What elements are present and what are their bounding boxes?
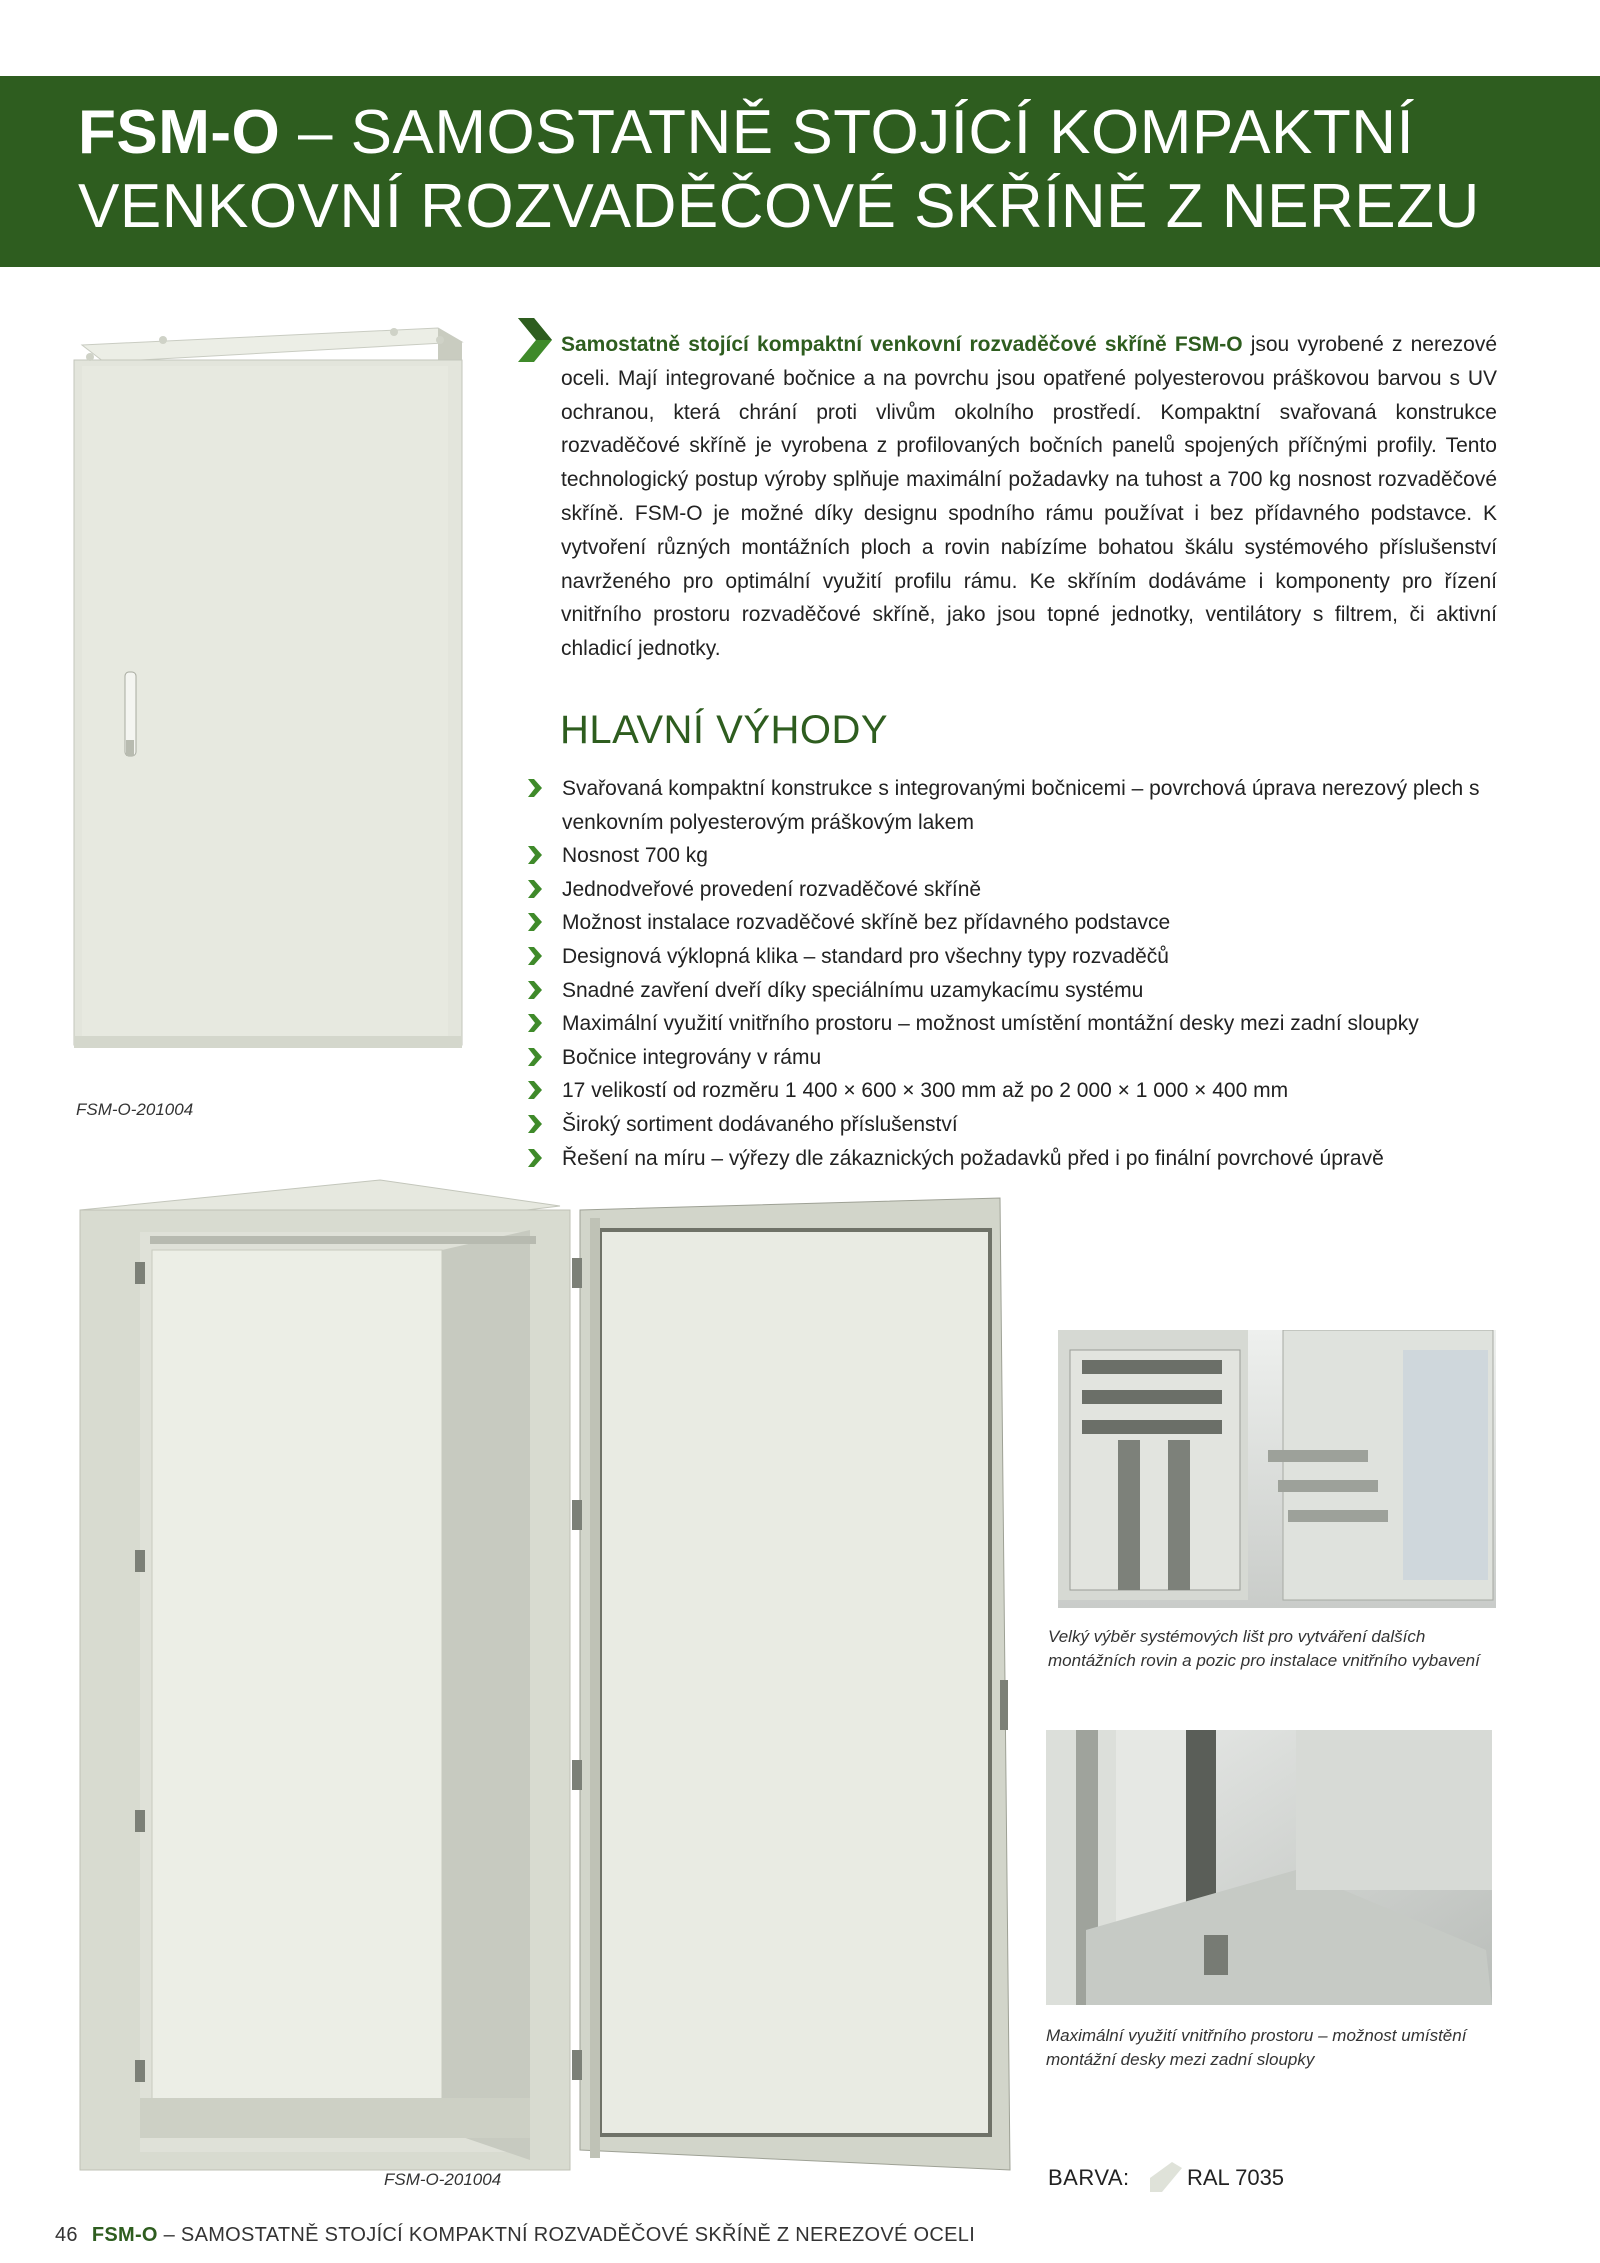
bullet-arrow-icon — [528, 981, 542, 999]
bullet-arrow-icon — [528, 1115, 542, 1133]
intro-paragraph — [561, 328, 1497, 666]
color-label: BARVA: — [1048, 2165, 1130, 2190]
bullet-arrow-icon — [528, 1081, 542, 1099]
page-title — [78, 96, 1558, 244]
benefit-text: Možnost instalace rozvaděčové skříně bez přídavného podstavce — [562, 911, 1171, 935]
bullet-arrow-icon — [528, 913, 542, 931]
benefit-text: Svařovaná kompaktní konstrukce s integrovanými bočnicemi – povrchová úprava nerezový plech s venkovním polyesterovým práškovým lakem — [562, 777, 1480, 834]
color-swatch-icon — [1150, 2162, 1182, 2192]
bullet-arrow-icon — [528, 846, 542, 864]
title-line1: – SAMOSTATNĚ STOJÍCÍ KOMPAKTNÍ — [280, 98, 1415, 167]
intro-lead: Samostatně stojící kompaktní venkovní rozvaděčové skříně FSM-O — [561, 333, 1243, 356]
benefit-text: Řešení na míru – výřezy dle zákaznických požadavků před i po finální povrchové úpravě — [562, 1146, 1384, 1170]
benefit-text: Široký sortiment dodávaného příslušenství — [562, 1112, 958, 1136]
photo-system-rails — [1058, 1330, 1496, 1608]
benefit-item — [528, 940, 1558, 974]
benefit-text: Designová výklopná klika – standard pro všechny typy rozvaděčů — [562, 944, 1169, 968]
footer-product-code: FSM-O — [91, 2224, 158, 2246]
bullet-arrow-icon — [528, 779, 542, 797]
bullet-arrow-icon — [528, 1149, 542, 1167]
benefit-item — [528, 1108, 1558, 1142]
arrow-right-icon — [518, 318, 554, 362]
benefits-heading: HLAVNÍ VÝHODY — [560, 708, 889, 752]
benefit-item — [528, 1041, 1558, 1075]
bullet-arrow-icon — [528, 880, 542, 898]
benefit-text: Bočnice integrovány v rámu — [562, 1045, 822, 1069]
benefit-text: 17 velikostí od rozměru 1 400 × 600 × 300 mm až po 2 000 × 1 000 × 400 mm — [562, 1079, 1289, 1103]
photo-mounting-plate — [1046, 1730, 1492, 2005]
page-number: 46 — [55, 2224, 78, 2246]
benefit-item — [528, 873, 1558, 907]
bullet-arrow-icon — [528, 947, 542, 965]
title-product-code: FSM-O — [78, 98, 281, 167]
cabinet-closed-image — [60, 320, 470, 1090]
intro-text: jsou vyrobené z nerezové oceli. Mají integrované bočnice a na povrchu jsou opatřené polyesterovou práškovou barvou s UV ochranou, která chrání proti vlivům okolního prostředí. Kompaktní svařovaná konstrukce rozvaděčové skříně je vyrobena z profilovaných bočních panelů spojených příčnými profily. Tento technologický postup výroby splňuje maximální požadavky na tuhost a 700 kg nosnost rozvaděčové skříně. FSM-O je možné díky designu spodního rámu používat i bez přídavného podstavce. K vytvoření různých montážních ploch a rovin nabízíme bohatou škálu systémového příslušenství navrženého pro optimální využití profilu rámu. Ke skříním dodáváme i komponenty pro řízení vnitřního prostoru rozvaděčové skříně, jako jsou topné jednotky, ventilátory s filtrem, či aktivní chladicí jednotky. — [561, 333, 1497, 661]
caption-cabinet-closed: FSM-O-201004 — [76, 1100, 194, 1119]
benefit-text: Maximální využití vnitřního prostoru – možnost umístění montážní desky mezi zadní sloupky — [562, 1012, 1419, 1036]
caption-photo-plate: Maximální využití vnitřního prostoru – možnost umístění montážní desky mezi zadní sloupky — [1046, 2026, 1467, 2069]
page-footer — [55, 2224, 975, 2247]
benefits-list — [528, 772, 1558, 1175]
benefit-text: Snadné zavření dveří díky speciálnímu uzamykacímu systému — [562, 978, 1144, 1002]
bullet-arrow-icon — [528, 1014, 542, 1032]
benefit-text: Jednodveřové provedení rozvaděčové skříně — [562, 877, 982, 901]
benefit-item — [528, 974, 1558, 1008]
benefit-text: Nosnost 700 kg — [562, 844, 708, 868]
bullet-arrow-icon — [528, 1048, 542, 1066]
footer-text: – SAMOSTATNĚ STOJÍCÍ KOMPAKTNÍ ROZVADĚČOVÉ SKŘÍNĚ Z NEREZOVÉ OCELI — [157, 2224, 976, 2246]
benefit-item — [528, 1074, 1558, 1108]
caption-photo-rails: Velký výběr systémových lišt pro vytváření dalších montážních rovin a pozic pro instalace vnitřního vybavení — [1048, 1627, 1480, 1670]
color-value: RAL 7035 — [1187, 2165, 1285, 2190]
cabinet-open-image — [60, 1170, 1020, 2180]
benefit-item — [528, 906, 1558, 940]
benefit-item — [528, 839, 1558, 873]
title-line2: VENKOVNÍ ROZVADĚČOVÉ SKŘÍNĚ Z NEREZU — [78, 172, 1480, 241]
caption-cabinet-open: FSM-O-201004 — [384, 2170, 502, 2189]
benefit-item — [528, 772, 1558, 839]
benefit-item — [528, 1007, 1558, 1041]
